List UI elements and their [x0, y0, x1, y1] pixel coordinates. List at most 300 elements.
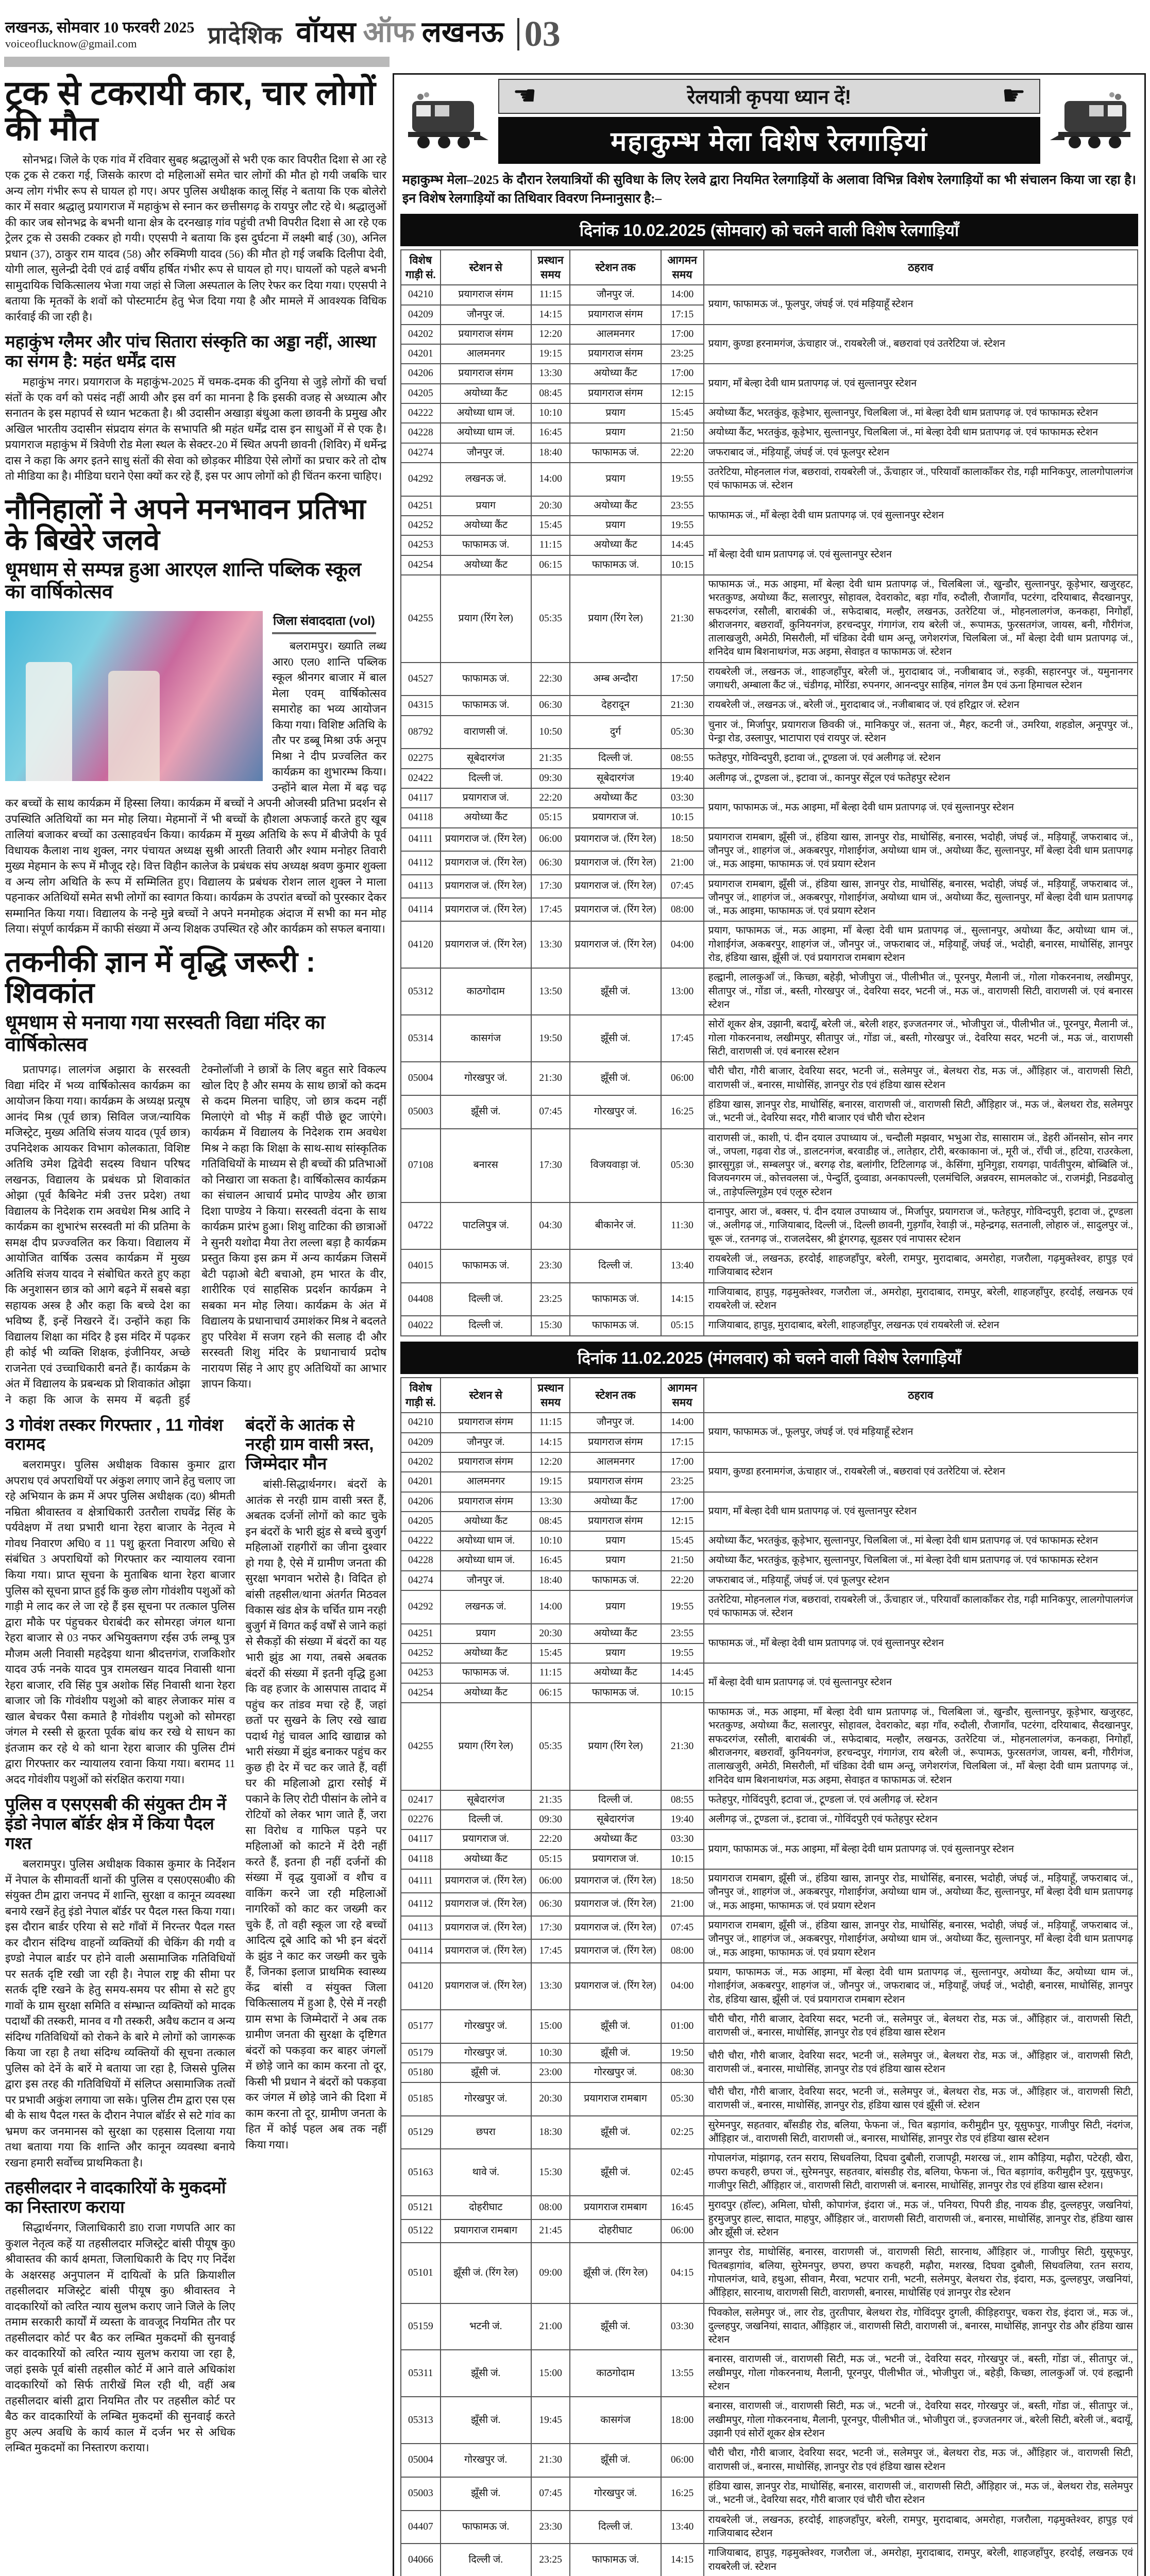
halt-stations: चौरी चौरा, गौरी बाजार, देवरिया सदर, भटनी जं., सलेमपुर जं., बेलथरा रोड, मऊ जं., औंड़िहार जं., वाराणसी सिटी, वाराणसी जं., बनारस, माधोसिंह, ज्ञानपुर रोड एवं हंडिया खास स्टेशन: [704, 2444, 1138, 2477]
from-station: पाटलिपुत्र जं.: [441, 1202, 531, 1249]
arrival-time: 17:00: [661, 1452, 704, 1472]
article-body: बलरामपुर। पुलिस अधीक्षक विकास कुमार द्वारा अपराध एवं अपराधियों पर अंकुश लगाए जाने हेतु चलाए जा रहे अभियान के क्रम में अपर पुलिस अधीक्षक (द0) श्रीमती नम्रिता श्रीवास्तव व क्षेत्राधिकारी उतरौला राघवेंद्र सिंह के पर्यवेक्षण में तथा प्रभारी थाना रेहरा बाजार के नेतृत्व मे गोवध निवारण अधि0 व 11 पशु क्रूरता निवारण अधि0 से संबंधित 3 अपराधियों को गिरफ्तार कर न्यायालय रवाना किया गया। प्राप्त सूचना के मुताबिक थाना रेहरा बाजार पुलिस को सूचना प्राप्त हुई कि कुछ लोग गोवंशीय पशुओं को गाड़ी मे लाद कर ले जा रहे हैं इस सूचना पर तत्काल पुलिस द्वारा मौके पर पंहुचकर घेराबंदी कर सोमरहा जंगल थाना रेहरा बाजार से 03 नफर अभियुक्तगण रईस उर्फ लम्बू पुत्र मौजम अली निवासी महदेइया थाना श्रीदत्तगंज, राजकिशोर यादव उर्फ ननके यादव पुत्र रामलखन यादव निवासी थाना रेहरा बाजार, रवि सिंह पुत्र अशोक सिंह निवासी थाना रेहरा बाजार जो कि गोवंशीय पशुओ को बाहर लेजाकर मांस व खाल बेचकर पैसा कमाते है गोवंशीय पशुओ को सोमरहा जंगल मे रस्सी से क्रूरता पूर्वक बांध कर रखे थे साधन का इंतजाम कर रहे थे को थाना रेहरा बाजार की पुलिस टीमं द्वारा गिरफ्तार कर न्यायालय रवाना किया गया। बरामद 11 अदद गोवंशीय पशुओं को संरक्षित कराया गया।: [5, 1459, 235, 1786]
departure-time: 14:00: [531, 463, 570, 496]
departure-time: 18:30: [531, 2116, 570, 2149]
to-station: प्रयागराज संगम: [570, 384, 661, 403]
from-station: झूँसी जं.: [441, 2350, 531, 2397]
train-row: [401, 2477, 1138, 2511]
train-number: 08792: [401, 716, 441, 749]
train-number: 04255: [401, 575, 441, 663]
to-station: दिल्ली जं.: [570, 1790, 661, 1810]
train-number: 05003: [401, 2477, 441, 2511]
departure-time: 11:15: [531, 285, 570, 304]
departure-time: 06:30: [531, 696, 570, 715]
train-row: [401, 1551, 1138, 1570]
train-number: 04315: [401, 696, 441, 715]
halt-stations: पिवकोल, सलेमपुर जं., लार रोड, तुरतीपार, बेलथरा रोड, गोविंदपुर दुगली, कीड़िहरापुर, चकरा रोड, इंदारा जं., मऊ जं., दुल्लहपुर, जखनियां, सादात, औंड़िहार जं., वाराणसी सिटी, वाराणसी जं., बनारस, माधोसिंह, ज्ञानपुर रोड और हंडिया खास स्टेशन: [704, 2303, 1138, 2350]
departure-time: 15:00: [531, 2350, 570, 2397]
arrival-time: 17:00: [661, 1492, 704, 1512]
departure-time: 21:30: [531, 1062, 570, 1095]
departure-time: 10:50: [531, 716, 570, 749]
column-header: विशेष गाड़ी सं.: [401, 1378, 441, 1413]
halt-stations: प्रयाग, फाफामऊ जं., मऊ आइमा, माँ बेल्हा देवी धाम प्रतापगढ़ जं. एवं सुल्तानपुर स्टेशन: [704, 788, 1138, 828]
train-row: [401, 2303, 1138, 2350]
train-row: [401, 875, 1138, 898]
train-row: [401, 2010, 1138, 2043]
train-row: [401, 2397, 1138, 2444]
from-station: झूँसी जं.: [441, 1095, 531, 1129]
arrival-time: 16:25: [661, 2477, 704, 2511]
train-number: 04222: [401, 403, 441, 423]
to-station: दिल्ली जं.: [570, 2511, 661, 2544]
departure-time: 10:10: [531, 403, 570, 423]
train-row: [401, 968, 1138, 1015]
arrival-time: 14:45: [661, 1663, 704, 1683]
departure-time: 09:30: [531, 1810, 570, 1829]
article-headline: पुलिस व एसएसबी की संयुक्त टीम नें इंडो नेपाल बॉर्डर क्षेत्र में किया पैदल गश्त: [5, 1794, 226, 1853]
to-station: प्रयागराज जं. (रिंग रेल): [570, 828, 661, 851]
to-station: झूँसी जं.: [570, 2303, 661, 2350]
departure-time: 16:45: [531, 1551, 570, 1570]
arrival-time: 21:50: [661, 423, 704, 443]
column-header: स्टेशन तक: [570, 1378, 661, 1413]
from-station: फाफामऊ जं.: [441, 1249, 531, 1283]
arrival-time: 16:45: [661, 2196, 704, 2219]
train-number: 04228: [401, 423, 441, 443]
train-table-tuesday: [400, 1377, 1138, 2576]
departure-time: 23:25: [531, 1283, 570, 1316]
train-row: [401, 1249, 1138, 1283]
article-body: महाकुंभ नगर। प्रयागराज के महाकुंभ-2025 में चमक-दमक की दुनिया से जुड़े लोगों की चर्चा संतों के एक वर्ग को पसंद नहीं आयी और इस वर्ग का मानना है कि इसकी वजह से अध्यात्म और सनातन के इस महापर्व से ध्यान भटकता है। श्री उदासीन अखाड़ा बंधुआ कला छावनी के प्रमुख और अखिल भारतीय उदासीन संप्रदाय संगत के सभापति श्री महंत धर्मेंद्र दास इन साधुओं में से एक है। प्रयागराज महाकुंभ में त्रिवेणी रोड मेला स्थल के सेक्टर-20 में स्थित अपनी छावनी (शिविर) में धर्मेन्द्र दास ने कहा कि अगर इतने साधु संतों की सेवा को छोड़कर मीडिया ऐसे लोगों का प्रचार करे तो दोष तो मीडिया का है। मीडिया घराने ऐसा क्यों कर रहे हैं, इस पर आप लोगों को ही चिंतन करना चाहिए।: [5, 376, 386, 483]
arrival-time: 17:50: [661, 663, 704, 696]
departure-time: 06:30: [531, 851, 570, 874]
departure-time: 16:45: [531, 423, 570, 443]
train-row: [401, 1590, 1138, 1624]
to-station: देहरादून: [570, 696, 661, 715]
arrival-time: 14:00: [661, 1413, 704, 1432]
to-station: दोहरीघाट: [570, 2219, 661, 2243]
mela-banner: महाकुम्भ मेला विशेष रेलगाड़ियां: [498, 117, 1040, 164]
arrival-time: 17:15: [661, 1433, 704, 1452]
departure-time: 06:15: [531, 1683, 570, 1703]
train-image-left: [400, 79, 493, 164]
train-row: [401, 1062, 1138, 1095]
train-number: 04292: [401, 463, 441, 496]
halt-stations: माँ बेल्हा देवी धाम प्रतापगढ़ जं. एवं सुल्तानपुर स्टेशन: [704, 1663, 1138, 1703]
to-station: प्रयागराज जं. (रिंग रेल): [570, 898, 661, 921]
train-row: [401, 423, 1138, 443]
halt-stations: वाराणसी जं., काशी, पं. दीन दयाल उपाध्याय जं., चन्दौली मझवार, भभुआ रोड, सासाराम जं., डेहरी ऑनसोन, सोन नगर जं., जपला, गढ़वा रोड जं., डालटनगंज, बरवाडीह जं., लातेहार, टोरी, बरकाकाना जं., मूरी जं., राँची जं., हटिया, राउरकेला, झारसुगुड़ा जं., सम्बलपुर जं., बरगढ़ रोड, बलांगीर, टिटिलागढ़ जं., केसिंगा, मुनिगुड़ा, रायगढ़ा, पार्वतीपुरम, बोब्बिलि जं., विजयनगरम जं., कोत्तवलसा जं., पेन्दुर्ति, दुव्वाडा, अनकापल्ली, एलमंचिलि, अन्नवरम, सामलकोट जं., राजमंड्री, निडढवोलु जं., ताड़ेपल्लिगूड़ेम एवं एलूरु स्टेशन: [704, 1129, 1138, 1203]
train-row: [401, 1790, 1138, 1810]
halt-stations: माँ बेल्हा देवी धाम प्रतापगढ़ जं. एवं सुल्तानपुर स्टेशन: [704, 535, 1138, 575]
to-station: प्रयागराज जं.: [570, 1850, 661, 1869]
departure-time: 19:15: [531, 1472, 570, 1492]
departure-time: 08:00: [531, 2196, 570, 2219]
article-subhead: धूमधाम से सम्पन्न हुआ आरएल शान्ति पब्लिक स्कूल का वार्षिकोत्सव: [5, 558, 362, 603]
halt-stations: चौरी चौरा, गौरी बाजार, देवरिया सदर, भटनी जं., सलेमपुर जं., बेलथरा रोड, मऊ जं., औंड़िहार जं., वाराणसी सिटी, वाराणसी जं., बनारस, माधोसिंह, ज्ञानपुर रोड एवं हंडिया खास स्टेशन: [704, 1062, 1138, 1095]
train-number: 05122: [401, 2219, 441, 2243]
arrival-time: 02:45: [661, 2149, 704, 2196]
from-station: अयोध्या कैंट: [441, 1850, 531, 1869]
train-row: [401, 496, 1138, 516]
train-row: [401, 2350, 1138, 2397]
masthead-divider: [4, 57, 390, 67]
to-station: दिल्ली जं.: [570, 1249, 661, 1283]
from-station: छपरा: [441, 2116, 531, 2149]
column-header: ठहराव: [704, 1378, 1138, 1413]
article-headline: महाकुंभ ग्लैमर और पांच सितारा संस्कृति का अड्डा नहीं, आस्था का संगम है: महंत धर्मेंद्र दास: [5, 332, 376, 371]
arrival-time: 01:00: [661, 2010, 704, 2043]
halt-stations: उतरेटिया, मोहनलाल गंज, बछरावां, रायबरेली जं., ऊँचाहार जं., परियावाँ कालाकाँकर रोड, गढ़ी मानिकपुर, लालगोपालगंज एवं फाफामऊ जं. स्टेशन: [704, 1590, 1138, 1624]
departure-time: 21:35: [531, 749, 570, 768]
train-row: [401, 1492, 1138, 1512]
from-station: फाफामऊ जं.: [441, 2511, 531, 2544]
arrival-time: 06:00: [661, 2219, 704, 2243]
train-row: [401, 403, 1138, 423]
to-station: प्रयाग: [570, 1531, 661, 1551]
train-number: 04066: [401, 2544, 441, 2576]
train-number: 04251: [401, 496, 441, 516]
departure-time: 11:15: [531, 1413, 570, 1432]
photo-caption: जिला संवाददाता (vol): [272, 609, 376, 634]
train-number: 04114: [401, 898, 441, 921]
halt-stations: प्रयाग, माँ बेल्हा देवी धाम प्रतापगढ़ जं. एवं सुल्तानपुर स्टेशन: [704, 364, 1138, 403]
to-station: अयोध्या कैंट: [570, 1624, 661, 1643]
to-station: झूँसी जं.: [570, 2149, 661, 2196]
train-number: 04117: [401, 788, 441, 808]
arrival-time: 03:30: [661, 788, 704, 808]
from-station: दिल्ली जं.: [441, 1316, 531, 1335]
arrival-time: 17:00: [661, 364, 704, 383]
train-number: 05003: [401, 1095, 441, 1129]
from-station: सूबेदारगंज: [441, 749, 531, 768]
train-number: 04206: [401, 364, 441, 383]
arrival-time: 21:00: [661, 851, 704, 874]
halt-stations: फाफामऊ जं., मऊ आइमा, माँ बेल्हा देवी धाम प्रतापगढ़ जं., चिलबिला जं., खुन्डौर, सुल्तानपुर, कूड़ेभार, खजुरहट, भरतकुण्ड, अयोध्या कैंट, सलारपुर, सोहावल, देवराकोट, बड़ा गाँव, रुदौली, रौजागाँव, पटरंगा, दरियाबाद, सैदखानपुर, सफदरगंज, रसौली, बाराबंकी जं., सफेदाबाद, मल्हौर, लखनऊ, उतरेटिया जं., मोहनलालगंज, कनकहा, निगोहाँ, श्रीराजनगर, बछरावाँ, कुनियनगंज, हरचन्दपुर, गंगागंज, राय बरेली जं., रूपामऊ, फुरसतगंज, जायस, बनी, गौरीगंज, तालाखजुरी, अमेठी, मिसरौली, माँ चंडिका देवी धाम अन्तू, जगेशरगंज, चिलबिला जं., माँ बेल्हा देवी धाम प्रतापगढ़ जं., शनिदेव धाम बिशनाथगंज, मऊ अइमा, सेवाइत व फाफामऊ जं. स्टेशन: [704, 575, 1138, 663]
arrival-time: 03:30: [661, 2303, 704, 2350]
departure-time: 20:30: [531, 2082, 570, 2116]
departure-time: 23:00: [531, 2063, 570, 2082]
from-station: अयोध्या कैंट: [441, 1683, 531, 1703]
train-row: [401, 663, 1138, 696]
train-number: 05313: [401, 2397, 441, 2444]
halt-stations: प्रयाग, फाफामऊ जं., फूलपुर, जंघई जं. एवं मड़ियाहूँ स्टेशन: [704, 1413, 1138, 1452]
train-number: 04274: [401, 1571, 441, 1590]
arrival-time: 23:55: [661, 496, 704, 516]
departure-time: 20:30: [531, 1624, 570, 1643]
train-number: 04120: [401, 921, 441, 968]
column-header: प्रस्थान समय: [531, 250, 570, 285]
to-station: प्रयागराज जं. (रिंग रेल): [570, 1869, 661, 1892]
pointing-hand-right-icon: ☛: [1002, 81, 1026, 111]
arrival-time: 02:25: [661, 2116, 704, 2149]
from-station: प्रयागराज जं. (रिंग रेल): [441, 1869, 531, 1892]
arrival-time: 13:55: [661, 2350, 704, 2397]
halt-stations: दानापुर, आरा जं., बक्सर, पं. दीन दयाल उपाध्याय जं., मिर्जापुर, प्रयागराज जं., फतेहपुर, गोविन्दपुरी, इटावा जं., टूण्डला जं., अलीगढ़ जं., गाजियाबाद, दिल्ली जं., दिल्ली छावनी, गुड़गाँव, रेवाड़ी जं., महेन्द्रगढ़, सतनाली, लोहारु जं., सादुलपुर जं., चूरू जं., रतनगढ़ जं., राजलदेसर, श्री डूंगरगढ़, सूडसर एवं नापासर स्टेशन: [704, 1202, 1138, 1249]
to-station: कासगंज: [570, 2397, 661, 2444]
from-station: वाराणसी जं.: [441, 716, 531, 749]
article-headline: 3 गोवंश तस्कर गिरफ्तार , 11 गोवंश वरामद: [5, 1415, 223, 1454]
halt-stations: प्रयागराज रामबाग, झूँसी जं., हंडिया खास, ज्ञानपुर रोड, माधोसिंह, बनारस, भदोही, जंघई जं., मड़ियाहूँ, जफराबाद जं., जौनपुर जं., शाहगंज जं., अकबरपुर, गोशाईगंज, अयोध्या धाम जं., अयोध्या कैंट, सुल्तानपुर, माँ बेल्हा देवी धाम प्रतापगढ़ जं., मऊ आइमा, फाफामऊ जं. एवं प्रयाग स्टेशन: [704, 828, 1138, 875]
section-title-tuesday: दिनांक 11.02.2025 (मंगलवार) को चलने वाली विशेष रेलगाड़ियाँ: [400, 1342, 1138, 1374]
train-number: 04113: [401, 875, 441, 898]
arrival-time: 08:55: [661, 749, 704, 768]
to-station: प्रयागराज जं. (रिंग रेल): [570, 1893, 661, 1916]
departure-time: 19:50: [531, 1015, 570, 1062]
train-number: 04205: [401, 1512, 441, 1531]
halt-stations: चौरी चौरा, गौरी बाजार, देवरिया सदर, भटनी जं., सलेमपुर जं., बेलथरा रोड, मऊ जं., औंड़िहार जं., वाराणसी सिटी, वाराणसी जं., बनारस, माधोसिंह, ज्ञानपुर रोड एवं हंडिया खास स्टेशन: [704, 2043, 1138, 2083]
train-row: [401, 1810, 1138, 1829]
arrival-time: 04:00: [661, 1963, 704, 2010]
halt-stations: सोरों शूकर क्षेत्र, उझानी, बदायूँ, बरेली जं., बरेली शहर, इज्जतनगर जं., भोजीपुरा जं., पीलीभीत जं., पूरनपुर, मैलानी जं., गोला गोकरननाथ, लखीमपुर, सीतापुर जं., गोंडा जं., बस्ती, गोरखपुर जं., देवरिया सदर, भटनी जं., मऊ जं., वाराणसी सिटी, वाराणसी जं. एवं बनारस स्टेशन: [704, 1015, 1138, 1062]
train-row: [401, 1413, 1138, 1432]
to-station: अयोध्या कैंट: [570, 1492, 661, 1512]
departure-time: 06:00: [531, 1869, 570, 1892]
to-station: प्रयाग: [570, 403, 661, 423]
to-station: झूँसी जं.: [570, 2116, 661, 2149]
from-station: दोहरीघाट: [441, 2196, 531, 2219]
article-headline: तकनीकी ज्ञान में वृद्धि जरूरी : शिवकांत: [5, 945, 316, 1009]
to-station: फाफामऊ जं.: [570, 1283, 661, 1316]
train-number: 07108: [401, 1129, 441, 1203]
arrival-time: 21:30: [661, 575, 704, 663]
halt-stations: गोपालगंज, मांझागढ़, रतन सराय, सिधवलिया, दिघवा दुबौली, राजापट्टी, मशरख जं., शाम कौड़िया, मढ़ौरा, पटेरही, खैरा, छपरा कचहरी, छपरा जं., सुरेमनपुर, सहतवार, बांसडीह रोड, बलिया, फेफना जं., चित बड़ागांव, करीमुद्दीन पुर, यूसुफपुर, गाजीपुर सिटी, औंड़िहार जं., वाराणसी सिटी, वाराणसी जं. बनारस, माधोसिंह, ज्ञानपुर रोड एवं हंडिया खास स्टेशन।: [704, 2149, 1138, 2196]
halt-stations: अयोध्या कैंट, भरतकुंड, कूड़ेभार, सुल्तानपुर, चिलबिला जं., मां बेल्हा देवी धाम प्रतापगढ़ जं. एवं फाफामऊ स्टेशन: [704, 1531, 1138, 1551]
departure-time: 13:30: [531, 921, 570, 968]
arrival-time: 19:50: [661, 2043, 704, 2063]
from-station: जौनपुर जं.: [441, 1571, 531, 1590]
departure-time: 21:45: [531, 2219, 570, 2243]
rail-header: [400, 79, 1138, 164]
train-row: [401, 325, 1138, 344]
from-station: बनारस: [441, 1129, 531, 1203]
from-station: थावे जं.: [441, 2149, 531, 2196]
train-number: 02275: [401, 749, 441, 768]
halt-stations: प्रयाग, माँ बेल्हा देवी धाम प्रतापगढ़ जं. एवं सुल्तानपुर स्टेशन: [704, 1492, 1138, 1532]
column-header: विशेष गाड़ी सं.: [401, 250, 441, 285]
train-row: [401, 2082, 1138, 2116]
to-station: दुर्ग: [570, 716, 661, 749]
halt-stations: प्रयागराज रामबाग, झूँसी जं., हंडिया खास, ज्ञानपुर रोड, माधोसिंह, बनारस, भदोही, जंघई जं., मड़ियाहूँ, जफराबाद जं., जौनपुर जं., शाहगंज जं., अकबरपुर, गोशाईगंज, अयोध्या धाम जं., अयोध्या कैंट, सुल्तानपुर, माँ बेल्हा देवी धाम प्रतापगढ़ जं., मऊ आइमा, फाफामऊ जं. एवं प्रयाग स्टेशन: [704, 1916, 1138, 1963]
train-number: 04407: [401, 2511, 441, 2544]
from-station: प्रयाग (रिंग रेल): [441, 575, 531, 663]
departure-time: 15:00: [531, 2010, 570, 2043]
train-number: 04202: [401, 1452, 441, 1472]
column-header: ठहराव: [704, 250, 1138, 285]
section-title-monday: दिनांक 10.02.2025 (सोमवार) को चलने वाली विशेष रेलगाड़ियाँ: [400, 214, 1138, 246]
train-number: 04222: [401, 1531, 441, 1551]
to-station: अयोध्या कैंट: [570, 1829, 661, 1849]
train-number: 04111: [401, 1869, 441, 1892]
halt-stations: जफराबाद जं., मंड़ियाहूँ, जंघई जं. एवं फूलपुर स्टेशन: [704, 443, 1138, 463]
train-number: 04408: [401, 1283, 441, 1316]
halt-stations: रायबरेली जं., लखनऊ, हरदोई, शाहजहाँपुर, बरेली, रामपुर, मुरादाबाद, अमरोहा, गजरौला, गढ़मुक्तेश्वर, हापुड़ एवं गाजियाबाद स्टेशन: [704, 1249, 1138, 1283]
arrival-time: 10:15: [661, 555, 704, 575]
departure-time: 22:20: [531, 788, 570, 808]
arrival-time: 05:30: [661, 716, 704, 749]
to-station: झूँसी जं.: [570, 1015, 661, 1062]
from-station: गोरखपुर जं.: [441, 2043, 531, 2063]
arrival-time: 08:00: [661, 898, 704, 921]
train-number: 05163: [401, 2149, 441, 2196]
departure-time: 05:15: [531, 808, 570, 827]
from-station: जौनपुर जं.: [441, 443, 531, 463]
train-row: [401, 1869, 1138, 1892]
to-station: प्रयागराज जं. (रिंग रेल): [570, 1939, 661, 1962]
arrival-time: 04:00: [661, 921, 704, 968]
departure-time: 11:15: [531, 1663, 570, 1683]
train-row: [401, 285, 1138, 304]
article-mahakumbh-glamour: [5, 332, 386, 484]
departure-time: 13:30: [531, 1963, 570, 2010]
to-station: प्रयागराज जं. (रिंग रेल): [570, 851, 661, 874]
halt-stations: फतेहपुर, गोविन्दपुरी, इटावा जं., टूण्डला जं. एवं अलीगढ़ जं. स्टेशन: [704, 749, 1138, 768]
halt-stations: बनारस, वाराणसी जं., वाराणसी सिटी, मऊ जं., भटनी जं., देवरिया सदर, गोरखपुर जं., बस्ती, गोंडा जं., सीतापुर जं., लखीमपुर, गोला गोकरननाथ, मैलानी, पूरनपुर, पीलीभीत जं., भोजीपुरा जं., बहेड़ी, किच्छा, लालकुआँ जं. एवं हल्द्वानी स्टेशन: [704, 2350, 1138, 2397]
to-station: प्रयागराज संगम: [570, 305, 661, 325]
from-station: फाफामऊ जं.: [441, 535, 531, 555]
halt-stations: अयोध्या कैंट, भरतकुंड, कूड़ेभार, सुल्तानपुर, चिलबिला जं., मां बेल्हा देवी धाम प्रतापगढ़ जं. एवं फाफामऊ स्टेशन: [704, 403, 1138, 423]
departure-time: 18:40: [531, 1571, 570, 1590]
train-row: [401, 1452, 1138, 1472]
from-station: अयोध्या धाम जं.: [441, 1531, 531, 1551]
arrival-time: 14:00: [661, 285, 704, 304]
to-station: प्रयाग: [570, 1590, 661, 1624]
paper-title: वॉयस ऑफ लखनऊ: [296, 16, 504, 48]
departure-time: 15:45: [531, 516, 570, 535]
from-station: अयोध्या कैंट: [441, 1512, 531, 1531]
from-station: प्रयागराज जं. (रिंग रेल): [441, 921, 531, 968]
train-number: 05177: [401, 2010, 441, 2043]
train-number: 04113: [401, 1916, 441, 1939]
column-header: स्टेशन तक: [570, 250, 661, 285]
from-station: प्रयाग: [441, 1624, 531, 1643]
arrival-time: 06:00: [661, 1062, 704, 1095]
train-row: [401, 2196, 1138, 2219]
train-row: [401, 1571, 1138, 1590]
halt-stations: प्रयाग, फाफामऊ जं., मऊ आइमा, माँ बेल्हा देवी धाम प्रतापगढ़ जं. एवं सुल्तानपुर स्टेशन: [704, 1829, 1138, 1869]
train-row: [401, 2243, 1138, 2303]
train-number: 04022: [401, 1316, 441, 1335]
departure-time: 21:35: [531, 1790, 570, 1810]
to-station: प्रयागराज जं. (रिंग रेल): [570, 1963, 661, 2010]
arrival-time: 10:15: [661, 1850, 704, 1869]
from-station: दिल्ली जं.: [441, 1810, 531, 1829]
to-station: प्रयागराज जं. (रिंग रेल): [570, 1916, 661, 1939]
article-headline: तहसीलदार ने वादकारियों के मुकदमों का निस्तारण कराया: [5, 2178, 226, 2217]
to-station: गोरखपुर जं.: [570, 2063, 661, 2082]
article-cattle-smugglers: [5, 1408, 235, 2456]
article-body: बलरामपुर। ख्याति लब्ध आर0 एल0 शान्ति पब्लिक स्कूल श्रीनगर बाजार में बाल मेला एवम् वार्षिकोत्सव समारोह का भव्य आयोजन किया गया। विशिष्ट अतिथि के तौर पर डब्बू मिश्रा उर्फ अनूप मिश्रा ने दीप प्रज्वलित कर कार्यक्रम का शुभारम्भ किया। उन्होंने बाल मेला में बढ़ चढ़ कर बच्चों के साथ कार्यक्रम में हिस्सा लिया। कार्यक्रम में बच्चों ने अपनी ओजस्वी प्रतिभा प्रदर्शन से उपस्थिति अतिथियों का मन मोह लिया। मेहमानों नें भी बच्चों के हौशला अफजाई करते हुए खूब तालियां बजाकर बच्चों का उत्साहवर्धन किया। कार्यक्रम में मुख्य अतिथि के रूप में बीजेपी के पूर्व विधायक कैलाश नाथ शुक्ल, नगर पंचायत अध्यक्ष सुश्री आरती तिवारी और श्याम मनोहर तिवारी मुख्य मेहमान के रूप में मौजूद रहे। वित्त विहीन कालेज के प्रबंधक संघ अध्यक्ष श्रवण कुमार शुक्ला व अन्य लोग अथिति के रूप में सम्मिलित हुए। विद्यालय के प्रबंधक रोशन लाल शुक्ल ने माला पहनाकर अतिथियों समेत सभी लोगों का स्वागत किया। कार्यक्रम के उपरांत बच्चों को पुरस्कार देकर सम्मानित किया गया। विद्यालय के नन्हे मुन्ने बच्चों ने अपने मनमोहक अंदाज में सभी का मन मोह लिया। संपूर्ण कार्यक्रम में काफी संख्या में अन्य शिक्षक उपस्थित रहे और कार्यक्रम को सफल बनाया।: [5, 640, 386, 936]
from-station: अयोध्या कैंट: [441, 516, 531, 535]
train-row: [401, 828, 1138, 851]
from-station: भटनी जं.: [441, 2303, 531, 2350]
halt-stations: रायबरेली जं., लखनऊ जं., बरेली जं., मुरादाबाद जं., नजीबाबाद जं. एवं हरिद्वार जं. स्टेशन: [704, 696, 1138, 715]
from-station: दिल्ली जं.: [441, 1283, 531, 1316]
to-station: फाफामऊ जं.: [570, 443, 661, 463]
train-row: [401, 921, 1138, 968]
from-station: प्रयागराज संगम: [441, 325, 531, 344]
arrival-time: 17:15: [661, 305, 704, 325]
from-station: प्रयागराज जं. (रिंग रेल): [441, 1963, 531, 2010]
to-station: सूबेदारगंज: [570, 1810, 661, 1829]
to-station: प्रयागराज रामबाग: [570, 2196, 661, 2219]
halt-stations: अलीगढ़ जं., टूण्डला जं., इटावा जं., कानपुर सेंट्रल एवं फतेहपुर स्टेशन: [704, 769, 1138, 788]
departure-time: 21:30: [531, 2444, 570, 2477]
to-station: अम्ब अन्दौरा: [570, 663, 661, 696]
from-station: अयोध्या धाम जं.: [441, 1551, 531, 1570]
departure-time: 07:45: [531, 1095, 570, 1129]
arrival-time: 08:30: [661, 2063, 704, 2082]
masthead: [2, 3, 561, 54]
train-row: [401, 364, 1138, 383]
from-station: लखनऊ जं.: [441, 463, 531, 496]
to-station: प्रयागराज संगम: [570, 344, 661, 364]
from-station: प्रयागराज रामबाग: [441, 2219, 531, 2243]
article-body: सिद्धार्थनगर, जिलाधिकारी डा0 राजा गणपति आर का कुशल नेतृत्व कहें या तहसीलदार मजिस्ट्रेट बांसी पीयूष कु0 श्रीवास्तव की कार्य क्षमता, जिलाधिकारी के दिए गए निर्देश के अक्षरसह अनुपालन में दायित्वों के प्रति क्रियाशील तहसीलदार मजिस्ट्रेट बांसी पीयूष कु0 श्रीवास्तव ने वादकारियों को त्वरित न्याय सुलभ कराए जाने जिले के लिए तमाम सरकारी कार्यों में व्यस्ता के वावजूद नियमित तौर पर तहसीलदार कोर्ट पर बैठ कर लम्बित मुकदमों की सुनवाई कर वादकारियों को त्वरित न्याय सुलभ कराया जा रहा है, जहां इसके पूर्व बांसी तहसील कोर्ट में आने वाले अधिकांश वादकारियों को सिर्फ तारीखें मिल रही थी, वहीं अब तहसीलदार बांसी द्वारा नियमित तौर पर तहसील कोर्ट पर बैठ कर वादकारियों के लम्बित मुकदमों की सुनवाई करते हुए अल्प अवधि के कार्य काल में दर्जन भर से अधिक लम्बित मुकदमों का निस्तारण कराया।: [5, 2222, 235, 2454]
train-number: 02417: [401, 1790, 441, 1810]
to-station: काठगोदाम: [570, 2350, 661, 2397]
departure-time: 21:00: [531, 2303, 570, 2350]
to-station: जौनपुर जं.: [570, 1413, 661, 1432]
arrival-time: 06:00: [661, 2444, 704, 2477]
arrival-time: 07:45: [661, 1916, 704, 1939]
train-row: [401, 1703, 1138, 1790]
to-station: प्रयाग (रिंग रेल): [570, 575, 661, 663]
arrival-time: 10:15: [661, 808, 704, 827]
departure-time: 19:45: [531, 2397, 570, 2444]
halt-stations: चौरी चौरा, गौरी बाजार, देवरिया सदर, भटनी जं., सलेमपुर जं., बेलथरा रोड, मऊ जं., औंड़िहार जं., वाराणसी सिटी, वाराणसी जं., बनारस, माधोसिंह, ज्ञानपुर रोड एवं हंडिया खास स्टेशन: [704, 2010, 1138, 2043]
attention-strip: [498, 79, 1040, 114]
to-station: प्रयागराज जं. (रिंग रेल): [570, 875, 661, 898]
departure-time: 14:15: [531, 1433, 570, 1452]
to-station: फाफामऊ जं.: [570, 1683, 661, 1703]
halt-stations: बनारस, वाराणसी जं., वाराणसी सिटी, मऊ जं., भटनी जं., देवरिया सदर, गोरखपुर जं., बस्ती, गोंडा जं., सीतापुर जं., लखीमपुर, गोला गोकरननाथ, मैलानी, पूरनपुर, पीलीभीत जं., भोजीपुरा जं., इज्जतनगर जं., बरेली सिटी, बरेली जं., बदायूँ, उझानी एवं सोरों शूकर क्षेत्र स्टेशन: [704, 2397, 1138, 2444]
train-number: 04206: [401, 1492, 441, 1512]
train-row: [401, 696, 1138, 715]
departure-time: 17:45: [531, 898, 570, 921]
from-station: प्रयागराज संगम: [441, 1492, 531, 1512]
arrival-time: 15:45: [661, 403, 704, 423]
halt-stations: हंडिया खास, ज्ञानपुर रोड, माधोसिंह, बनारस, वाराणसी जं., वाराणसी सिटी, औंड़िहार जं., मऊ जं., बेलथरा रोड, सलेमपुर जं., भटनी जं., देवरिया सदर, गौरी बाजार एवं चौरी चौरा स्टेशन: [704, 1095, 1138, 1129]
article-subhead: धूमधाम से मनाया गया सरस्वती विद्या मंदिर का वार्षिकोत्सव: [5, 1011, 326, 1056]
rail-intro-text: महाकुम्भ मेला–2025 के दौरान रेलयात्रियों की सुविधा के लिए रेलवे द्वारा नियमित रेलगाड़ियों के अलावा विभिन्न विशेष रेलगाड़ियों का भी संचालन किया जा रहा है। इन विशेष रेलगाड़ियों का तिथिवार विवरण निम्नानुसार है:–: [402, 173, 1136, 206]
train-number: 05101: [401, 2243, 441, 2303]
from-station: प्रयागराज जं. (रिंग रेल): [441, 851, 531, 874]
annual-function-photo: [5, 611, 263, 781]
train-number: 05311: [401, 2350, 441, 2397]
halt-stations: अयोध्या कैंट, भरतकुंड, कूड़ेभार, सुल्तानपुर, चिलबिला जं., मां बेल्हा देवी धाम प्रतापगढ़ जं. एवं फाफामऊ स्टेशन: [704, 1551, 1138, 1570]
train-row: [401, 463, 1138, 496]
train-number: 04111: [401, 828, 441, 851]
departure-time: 11:15: [531, 535, 570, 555]
train-number: 04201: [401, 1472, 441, 1492]
arrival-time: 18:50: [661, 1869, 704, 1892]
arrival-time: 05:15: [661, 1316, 704, 1335]
halt-stations: सुरेमनपुर, सहतवार, बाँसडीह रोड, बलिया, फेफना जं., चित बड़ागांव, करीमुद्दीन पुर, यूसुफपुर, गाजीपुर सिटी, नंदगंज, औंड़िहार जं., वाराणसी सिटी, वाराणसी जं., बनारस, माधोसिंह, ज्ञानपुर रोड एवं हंडिया खास स्टेशन: [704, 2116, 1138, 2149]
arrival-time: 18:00: [661, 2397, 704, 2444]
halt-stations: प्रयाग, फाफामऊ जं., मऊ आइमा, माँ बेल्हा देवी धाम प्रतापगढ़ जं., सुल्तानपुर, अयोध्या कैंट, अयोध्या धाम जं., गोशाईगंज, अकबरपुर, शाहगंज जं., जौनपुर जं., जफराबाद जं., मड़ियाहूँ, जंघई जं., भदोही, बनारस, माधोसिंह, ज्ञानपुर रोड, हंडिया खास, झूँसी जं. एवं प्रयागराज रामबाग स्टेशन: [704, 921, 1138, 968]
arrival-time: 19:40: [661, 769, 704, 788]
halt-stations: गाजियाबाद, हापुड़, गढ़मुक्तेश्वर, गजरौला जं., अमरोहा, मुरादाबाद, रामपुर, बरेली, शाहजहाँपुर, हरदोई, लखनऊ एवं रायबरेली जं. स्टेशन: [704, 1283, 1138, 1316]
train-row: [401, 2116, 1138, 2149]
departure-time: 07:45: [531, 2477, 570, 2511]
departure-time: 17:30: [531, 875, 570, 898]
arrival-time: 05:30: [661, 2082, 704, 2116]
train-number: 04112: [401, 851, 441, 874]
train-number: 04228: [401, 1551, 441, 1570]
train-number: 04252: [401, 1643, 441, 1663]
to-station: अयोध्या कैंट: [570, 496, 661, 516]
